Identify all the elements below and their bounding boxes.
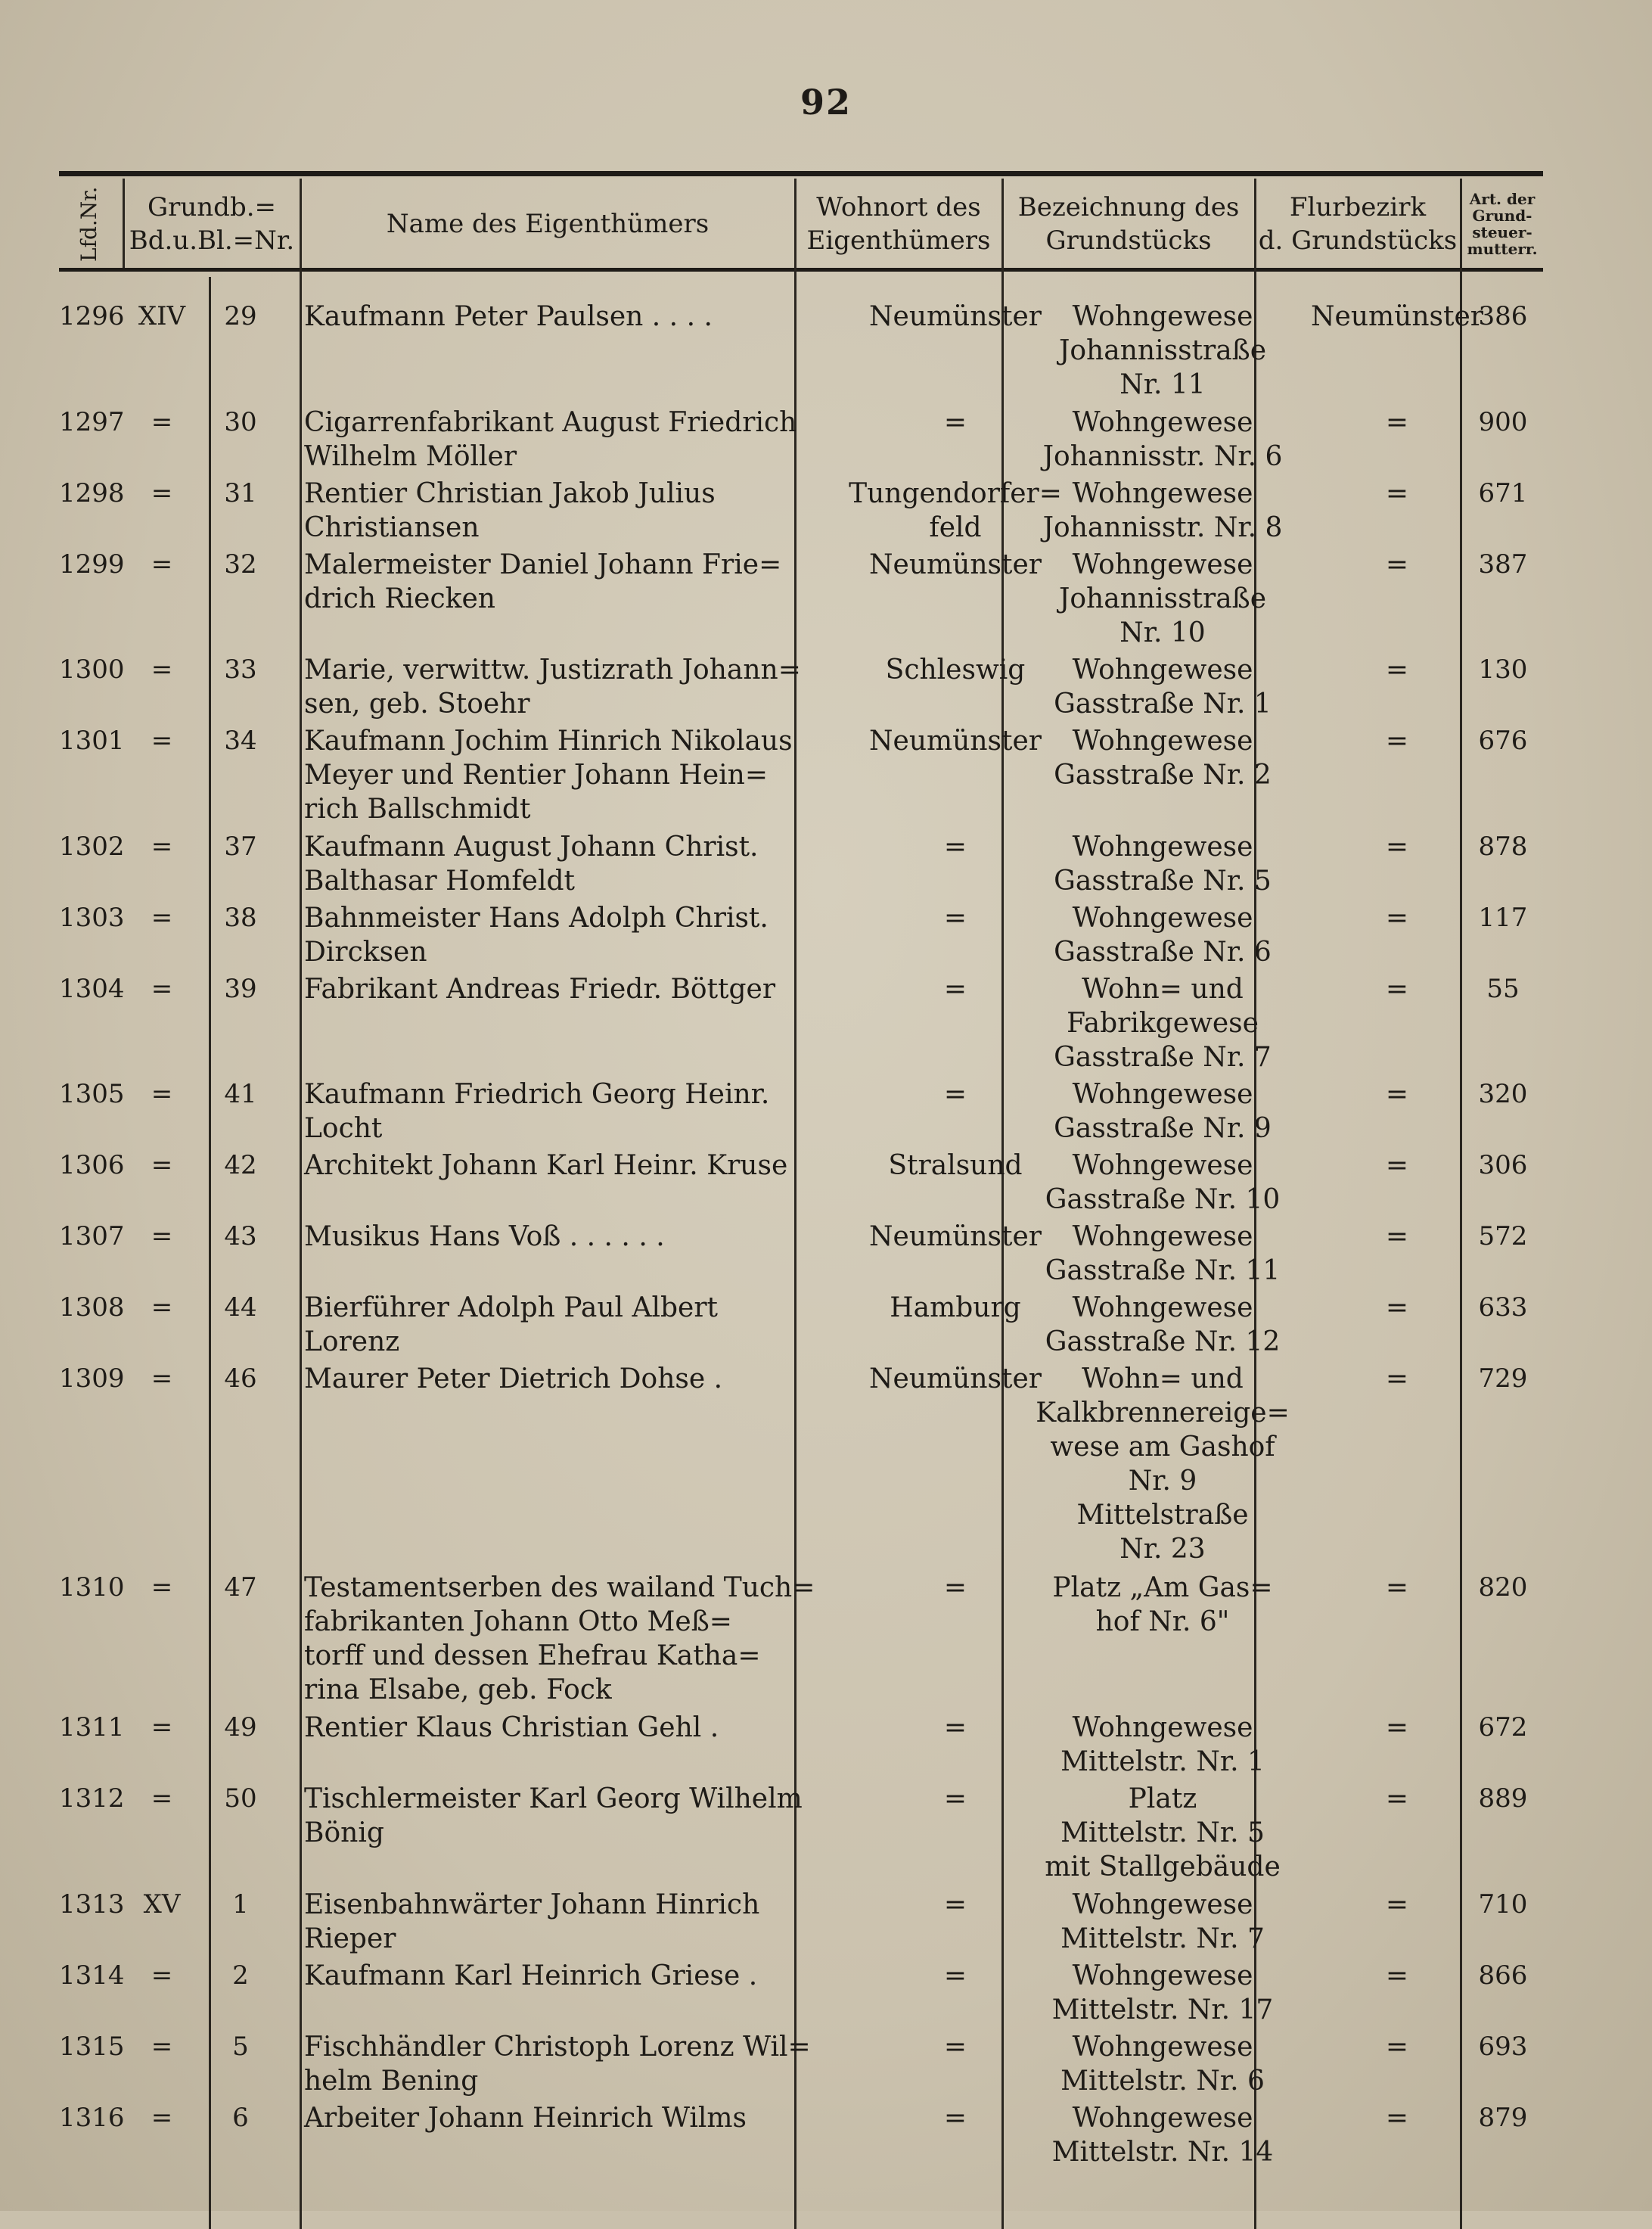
row-blatt: 31	[224, 477, 257, 508]
property-table	[59, 171, 1543, 2168]
header-bottom-rule	[59, 268, 1543, 272]
row-property-line: Platz „Am Gas=	[1052, 1572, 1273, 1603]
row-nr: 1315	[59, 2031, 125, 2062]
row-property	[1008, 300, 1318, 402]
row-owner-name	[304, 972, 849, 1006]
row-district: =	[1385, 831, 1409, 863]
row-district: =	[1385, 654, 1409, 685]
row-residence-line: =	[943, 1572, 967, 1603]
row-property-line: Mittelstr. Nr. 6	[1060, 2065, 1265, 2097]
row-blatt: 46	[224, 1363, 257, 1394]
row-property	[1008, 972, 1318, 1074]
row-property-line: hof Nr. 6"	[1095, 1606, 1230, 1637]
row-owner-name-line: Kaufmann Jochim Hinrich Nikolaus	[304, 726, 793, 757]
row-owner-name-line: Maurer Peter Dietrich Dohse .	[304, 1363, 723, 1394]
row-property-line: Gasstraße Nr. 7	[1054, 1041, 1272, 1073]
row-property-line: Wohngewese	[1072, 477, 1253, 509]
row-owner-name	[304, 1571, 849, 1707]
row-tax-article: 671	[1478, 477, 1528, 508]
row-blatt: 5	[232, 2031, 249, 2062]
row-property-line: Johannisstraße	[1058, 335, 1267, 366]
header-art-line: Grund-	[1472, 207, 1532, 225]
row-tax-article: 676	[1478, 726, 1528, 756]
row-owner-name-line: Kaufmann Friedrich Georg Heinr.	[304, 1079, 770, 1110]
row-property-line: Wohngewese	[1072, 2031, 1253, 2063]
row-property-line: Fabrikgewese	[1067, 1007, 1259, 1039]
row-owner-name-line: Wilhelm Möller	[304, 440, 517, 472]
row-district: =	[1385, 1363, 1409, 1394]
row-property	[1008, 406, 1318, 474]
row-residence-line: Stralsund	[888, 1150, 1023, 1181]
row-owner-name	[304, 1220, 849, 1254]
header-nr: Lfd.Nr.	[76, 186, 101, 262]
row-district: =	[1385, 726, 1409, 757]
row-band: XIV	[138, 301, 186, 331]
table-top-rule	[59, 171, 1543, 176]
row-nr: 1297	[59, 406, 125, 437]
row-blatt: 42	[224, 1150, 257, 1180]
row-district: =	[1385, 1712, 1409, 1743]
row-property-line: Wohngewese	[1072, 1079, 1253, 1110]
row-residence-line: Neumünster	[869, 301, 1042, 332]
header-bezeichnung	[1003, 182, 1254, 266]
row-owner-name	[304, 653, 849, 721]
row-district: =	[1385, 1889, 1409, 1920]
row-property-line: Mittelstr. Nr. 5	[1060, 1817, 1265, 1848]
row-band: =	[151, 406, 173, 437]
row-owner-name-line: drich Riecken	[304, 583, 495, 614]
row-owner-name-line: Bönig	[304, 1817, 384, 1848]
header-art-line: mutterr.	[1467, 240, 1538, 258]
row-property-line: Nr. 9	[1128, 1466, 1197, 1497]
row-owner-name	[304, 1888, 849, 1956]
row-blatt: 43	[224, 1221, 257, 1251]
row-property-line: Gasstraße Nr. 1	[1054, 689, 1272, 720]
row-property-line: Mittelstr. Nr. 1	[1060, 1746, 1265, 1777]
row-owner-name-line: Dircksen	[304, 936, 427, 968]
header-grundbuch-line: Grundb.=	[147, 192, 277, 222]
row-band: =	[151, 1150, 173, 1180]
row-district: =	[1385, 549, 1409, 580]
row-residence-line: Neumünster	[869, 549, 1042, 580]
row-property-line: Platz	[1128, 1783, 1197, 1814]
row-nr: 1316	[59, 2102, 125, 2133]
row-tax-article: 386	[1478, 301, 1528, 331]
row-property	[1008, 477, 1318, 545]
row-blatt: 29	[224, 301, 257, 331]
row-owner-name	[304, 1291, 849, 1359]
row-owner-name-line: Kaufmann August Johann Christ.	[304, 831, 759, 863]
row-owner-name	[304, 406, 849, 474]
row-nr: 1308	[59, 1292, 125, 1323]
row-nr: 1298	[59, 477, 125, 508]
row-property	[1008, 1711, 1318, 1779]
row-owner-name	[304, 1077, 849, 1146]
row-property-line: Nr. 10	[1119, 617, 1206, 648]
row-property-line: Kalkbrennereige=	[1036, 1397, 1290, 1428]
page-number: 92	[800, 82, 852, 123]
row-tax-article: 387	[1478, 549, 1528, 580]
row-nr: 1307	[59, 1221, 125, 1251]
row-residence-line: =	[943, 902, 967, 934]
column-divider	[300, 179, 302, 2229]
row-blatt: 50	[224, 1783, 257, 1814]
row-property	[1008, 830, 1318, 898]
row-residence-line: =	[943, 2031, 967, 2063]
row-band: =	[151, 1960, 173, 1991]
row-property-line: Gasstraße Nr. 2	[1054, 760, 1272, 791]
row-blatt: 44	[224, 1292, 257, 1323]
row-tax-article: 633	[1478, 1292, 1528, 1323]
row-blatt: 6	[232, 2102, 249, 2133]
row-nr: 1311	[59, 1712, 125, 1742]
row-district: =	[1385, 973, 1409, 1005]
row-property-line: Wohngewese	[1072, 1221, 1253, 1252]
row-property-line: Gasstraße Nr. 11	[1045, 1255, 1281, 1286]
row-property	[1008, 1782, 1318, 1884]
row-district: =	[1385, 1960, 1409, 1991]
row-blatt: 34	[224, 726, 257, 756]
row-property-line: Wohngewese	[1072, 301, 1253, 332]
row-blatt: 32	[224, 549, 257, 580]
row-blatt: 38	[224, 902, 257, 933]
row-owner-name-line: Kaufmann Peter Paulsen . . . .	[304, 301, 713, 332]
header-wohnort-line: Wohnort des	[816, 192, 981, 222]
row-owner-name	[304, 2030, 849, 2098]
row-owner-name	[304, 548, 849, 616]
row-residence-line: =	[943, 831, 967, 863]
row-district: =	[1385, 2102, 1409, 2134]
row-nr: 1299	[59, 549, 125, 580]
row-band: =	[151, 973, 173, 1004]
row-band: =	[151, 1572, 173, 1603]
row-blatt: 37	[224, 831, 257, 862]
row-tax-article: 320	[1478, 1079, 1528, 1109]
row-tax-article: 572	[1478, 1221, 1528, 1251]
row-property-line: Wohngewese	[1072, 1712, 1253, 1743]
row-band: =	[151, 2102, 173, 2133]
row-tax-article: 117	[1478, 902, 1528, 933]
row-owner-name-line: rina Elsabe, geb. Fock	[304, 1674, 612, 1705]
row-property-line: Nr. 11	[1119, 369, 1206, 400]
row-nr: 1301	[59, 726, 125, 756]
row-owner-name	[304, 830, 849, 898]
header-wohnort	[796, 182, 1001, 266]
row-band: XV	[143, 1889, 181, 1920]
row-property	[1008, 2030, 1318, 2098]
row-tax-article: 130	[1478, 654, 1528, 685]
header-bezeichnung-line: Bezeichnung des	[1017, 192, 1240, 222]
row-owner-name	[304, 1362, 849, 1396]
row-owner-name-line: Bahnmeister Hans Adolph Christ.	[304, 902, 769, 934]
header-wohnort-line: Eigenthümers	[806, 225, 991, 256]
row-band: =	[151, 1783, 173, 1814]
row-band: =	[151, 477, 173, 508]
row-tax-article: 879	[1478, 2102, 1528, 2133]
row-district: =	[1385, 1572, 1409, 1603]
row-nr: 1309	[59, 1363, 125, 1394]
row-district: Neumünster	[1311, 301, 1483, 332]
row-tax-article: 866	[1478, 1960, 1528, 1991]
row-blatt: 49	[224, 1712, 257, 1742]
row-owner-name	[304, 1959, 849, 1993]
row-district: =	[1385, 1292, 1409, 1323]
row-residence-line: Neumünster	[869, 726, 1042, 757]
row-owner-name-line: Fischhändler Christoph Lorenz Wil=	[304, 2031, 811, 2063]
row-district: =	[1385, 477, 1409, 509]
row-owner-name-line: Balthasar Homfeldt	[304, 865, 575, 897]
row-property-line: Wohngewese	[1072, 1960, 1253, 1991]
row-property-line: Gasstraße Nr. 6	[1054, 936, 1272, 968]
row-owner-name	[304, 901, 849, 969]
row-property-line: Mittelstr. Nr. 7	[1060, 1923, 1265, 1954]
row-band: =	[151, 1221, 173, 1251]
row-tax-article: 672	[1478, 1712, 1528, 1742]
row-property-line: Wohngewese	[1072, 549, 1253, 580]
row-property-line: Wohn= und	[1082, 1363, 1244, 1394]
header-name: Name des Eigenthümers	[386, 209, 710, 239]
row-property	[1008, 1220, 1318, 1288]
row-property-line: Mittelstr. Nr. 14	[1051, 2136, 1274, 2168]
row-owner-name-line: torff und dessen Ehefrau Katha=	[304, 1640, 761, 1671]
row-blatt: 33	[224, 654, 257, 685]
row-property-line: Wohngewese	[1072, 1889, 1253, 1920]
row-owner-name	[304, 477, 849, 545]
row-property	[1008, 1077, 1318, 1146]
row-owner-name-line: Marie, verwittw. Justizrath Johann=	[304, 654, 801, 685]
row-property	[1008, 548, 1318, 650]
header-grundbuch-line: Bd.u.Bl.=Nr.	[129, 225, 295, 256]
row-tax-article: 878	[1478, 831, 1528, 862]
row-district: =	[1385, 1150, 1409, 1181]
row-owner-name-line: Arbeiter Johann Heinrich Wilms	[304, 2102, 747, 2134]
row-tax-article: 820	[1478, 1572, 1528, 1603]
row-owner-name-line: Testamentserben des wailand Tuch=	[304, 1572, 815, 1603]
row-district: =	[1385, 2031, 1409, 2063]
row-nr: 1303	[59, 902, 125, 933]
row-owner-name	[304, 300, 849, 334]
row-owner-name-line: Rentier Christian Jakob Julius	[304, 477, 716, 509]
row-residence-line: =	[943, 1712, 967, 1743]
header-art-line: steuer-	[1472, 223, 1532, 241]
row-owner-name	[304, 1149, 849, 1183]
row-district: =	[1385, 1783, 1409, 1814]
row-residence-line: Hamburg	[890, 1292, 1021, 1323]
row-residence-line: =	[943, 1079, 967, 1110]
row-property-line: Mittelstr. Nr. 17	[1051, 1994, 1274, 2025]
row-owner-name-line: Rentier Klaus Christian Gehl .	[304, 1712, 719, 1743]
row-residence-line: =	[943, 406, 967, 438]
row-property-line: Gasstraße Nr. 5	[1054, 865, 1272, 897]
row-property	[1008, 2101, 1318, 2169]
row-owner-name-line: Eisenbahnwärter Johann Hinrich	[304, 1889, 760, 1920]
row-property	[1008, 1149, 1318, 1217]
row-owner-name	[304, 724, 849, 826]
row-property-line: Wohngewese	[1072, 902, 1253, 934]
row-property-line: Wohngewese	[1072, 654, 1253, 685]
row-residence-line: =	[943, 973, 967, 1005]
row-property-line: Wohngewese	[1072, 831, 1253, 863]
row-residence-line: =	[943, 1889, 967, 1920]
row-owner-name-line: Fabrikant Andreas Friedr. Böttger	[304, 973, 776, 1005]
row-property-line: Wohngewese	[1072, 1150, 1253, 1181]
row-residence-line: =	[943, 1783, 967, 1814]
row-nr: 1302	[59, 831, 125, 862]
row-owner-name-line: fabrikanten Johann Otto Meß=	[304, 1606, 732, 1637]
row-residence-line: =	[943, 1960, 967, 1991]
row-blatt: 2	[232, 1960, 249, 1991]
row-band: =	[151, 549, 173, 580]
header-bezeichnung-line: Grundstücks	[1045, 225, 1212, 256]
row-nr: 1306	[59, 1150, 125, 1180]
row-district: =	[1385, 406, 1409, 438]
row-tax-article: 889	[1478, 1783, 1528, 1814]
row-owner-name-line: Malermeister Daniel Johann Frie=	[304, 549, 782, 580]
row-band: =	[151, 1363, 173, 1394]
row-property-line: Mittelstraße	[1076, 1500, 1249, 1531]
row-owner-name-line: Meyer und Rentier Johann Hein=	[304, 760, 768, 791]
row-owner-name-line: Bierführer Adolph Paul Albert	[304, 1292, 718, 1323]
row-property-line: Wohngewese	[1072, 406, 1253, 438]
row-owner-name	[304, 1782, 849, 1850]
row-property	[1008, 1888, 1318, 1956]
row-nr: 1314	[59, 1960, 125, 1991]
row-tax-article: 729	[1478, 1363, 1528, 1394]
row-band: =	[151, 726, 173, 756]
row-residence-line: Neumünster	[869, 1363, 1042, 1394]
row-band: =	[151, 1079, 173, 1109]
row-residence-line: feld	[929, 511, 982, 543]
header-flurbezirk-line: Flurbezirk	[1289, 192, 1427, 222]
header-flurbezirk-line: d. Grundstücks	[1258, 225, 1458, 256]
row-property-line: wese am Gashof	[1050, 1432, 1275, 1463]
row-owner-name-line: Kaufmann Karl Heinrich Griese .	[304, 1960, 758, 1991]
row-tax-article: 55	[1486, 973, 1520, 1004]
row-blatt: 1	[232, 1889, 249, 1920]
row-property-line: Wohngewese	[1072, 1292, 1253, 1323]
row-owner-name-line: Musikus Hans Voß . . . . . .	[304, 1221, 665, 1252]
row-band: =	[151, 654, 173, 685]
row-owner-name-line: Lorenz	[304, 1326, 400, 1357]
row-nr: 1312	[59, 1783, 125, 1814]
row-property	[1008, 653, 1318, 721]
row-nr: 1304	[59, 973, 125, 1004]
row-residence-line: Schleswig	[885, 654, 1026, 685]
row-district: =	[1385, 1221, 1409, 1252]
row-owner-name-line: Christiansen	[304, 511, 480, 543]
row-tax-article: 900	[1478, 406, 1528, 437]
header-art	[1461, 182, 1543, 266]
header-grundbuch	[124, 182, 300, 266]
row-owner-name-line: Cigarrenfabrikant August Friedrich	[304, 406, 797, 438]
row-property-line: Wohn= und	[1082, 973, 1244, 1005]
row-property-line: mit Stallgebäude	[1045, 1851, 1281, 1882]
row-residence-line: Tungendorfer=	[849, 477, 1062, 509]
row-property-line: Johannisstr. Nr. 8	[1042, 511, 1283, 543]
row-property-line: Nr. 23	[1119, 1534, 1206, 1565]
row-owner-name-line: Locht	[304, 1113, 383, 1144]
row-nr: 1300	[59, 654, 125, 685]
row-band: =	[151, 902, 173, 933]
row-property	[1008, 1291, 1318, 1359]
row-property-line: Gasstraße Nr. 12	[1045, 1326, 1281, 1357]
row-band: =	[151, 2031, 173, 2062]
row-property-line: Gasstraße Nr. 10	[1045, 1184, 1281, 1215]
row-owner-name-line: rich Ballschmidt	[304, 794, 531, 825]
row-blatt: 30	[224, 406, 257, 437]
row-owner-name-line: helm Bening	[304, 2065, 479, 2097]
row-blatt: 39	[224, 973, 257, 1004]
row-blatt: 47	[224, 1572, 257, 1603]
row-tax-article: 693	[1478, 2031, 1528, 2062]
row-owner-name-line: Tischlermeister Karl Georg Wilhelm	[304, 1783, 803, 1814]
row-owner-name-line: sen, geb. Stoehr	[304, 689, 530, 720]
row-district: =	[1385, 902, 1409, 934]
row-property-line: Gasstraße Nr. 9	[1054, 1113, 1272, 1144]
row-nr: 1310	[59, 1572, 125, 1603]
row-nr: 1313	[59, 1889, 125, 1920]
row-nr: 1305	[59, 1079, 125, 1109]
row-nr: 1296	[59, 301, 125, 331]
row-property	[1008, 901, 1318, 969]
row-district: =	[1385, 1079, 1409, 1110]
row-residence-line: Neumünster	[869, 1221, 1042, 1252]
row-owner-name-line: Architekt Johann Karl Heinr. Kruse	[304, 1150, 788, 1181]
row-property-line: Wohngewese	[1072, 2102, 1253, 2134]
row-property	[1008, 1959, 1318, 2027]
row-blatt: 41	[224, 1079, 257, 1109]
header-flurbezirk	[1256, 182, 1460, 266]
row-residence-line: =	[943, 2102, 967, 2134]
row-owner-name-line: Rieper	[304, 1923, 396, 1954]
header-art-line: Art. der	[1469, 190, 1536, 208]
row-tax-article: 306	[1478, 1150, 1528, 1180]
row-owner-name	[304, 2101, 849, 2135]
row-property-line: Wohngewese	[1072, 726, 1253, 757]
row-band: =	[151, 831, 173, 862]
row-property-line: Johannisstraße	[1058, 583, 1267, 614]
row-band: =	[151, 1712, 173, 1742]
row-property	[1008, 1571, 1318, 1639]
row-property	[1008, 724, 1318, 792]
row-property	[1008, 1362, 1318, 1566]
row-owner-name	[304, 1711, 849, 1745]
row-tax-article: 710	[1478, 1889, 1528, 1920]
row-band: =	[151, 1292, 173, 1323]
row-property-line: Johannisstr. Nr. 6	[1042, 440, 1283, 472]
